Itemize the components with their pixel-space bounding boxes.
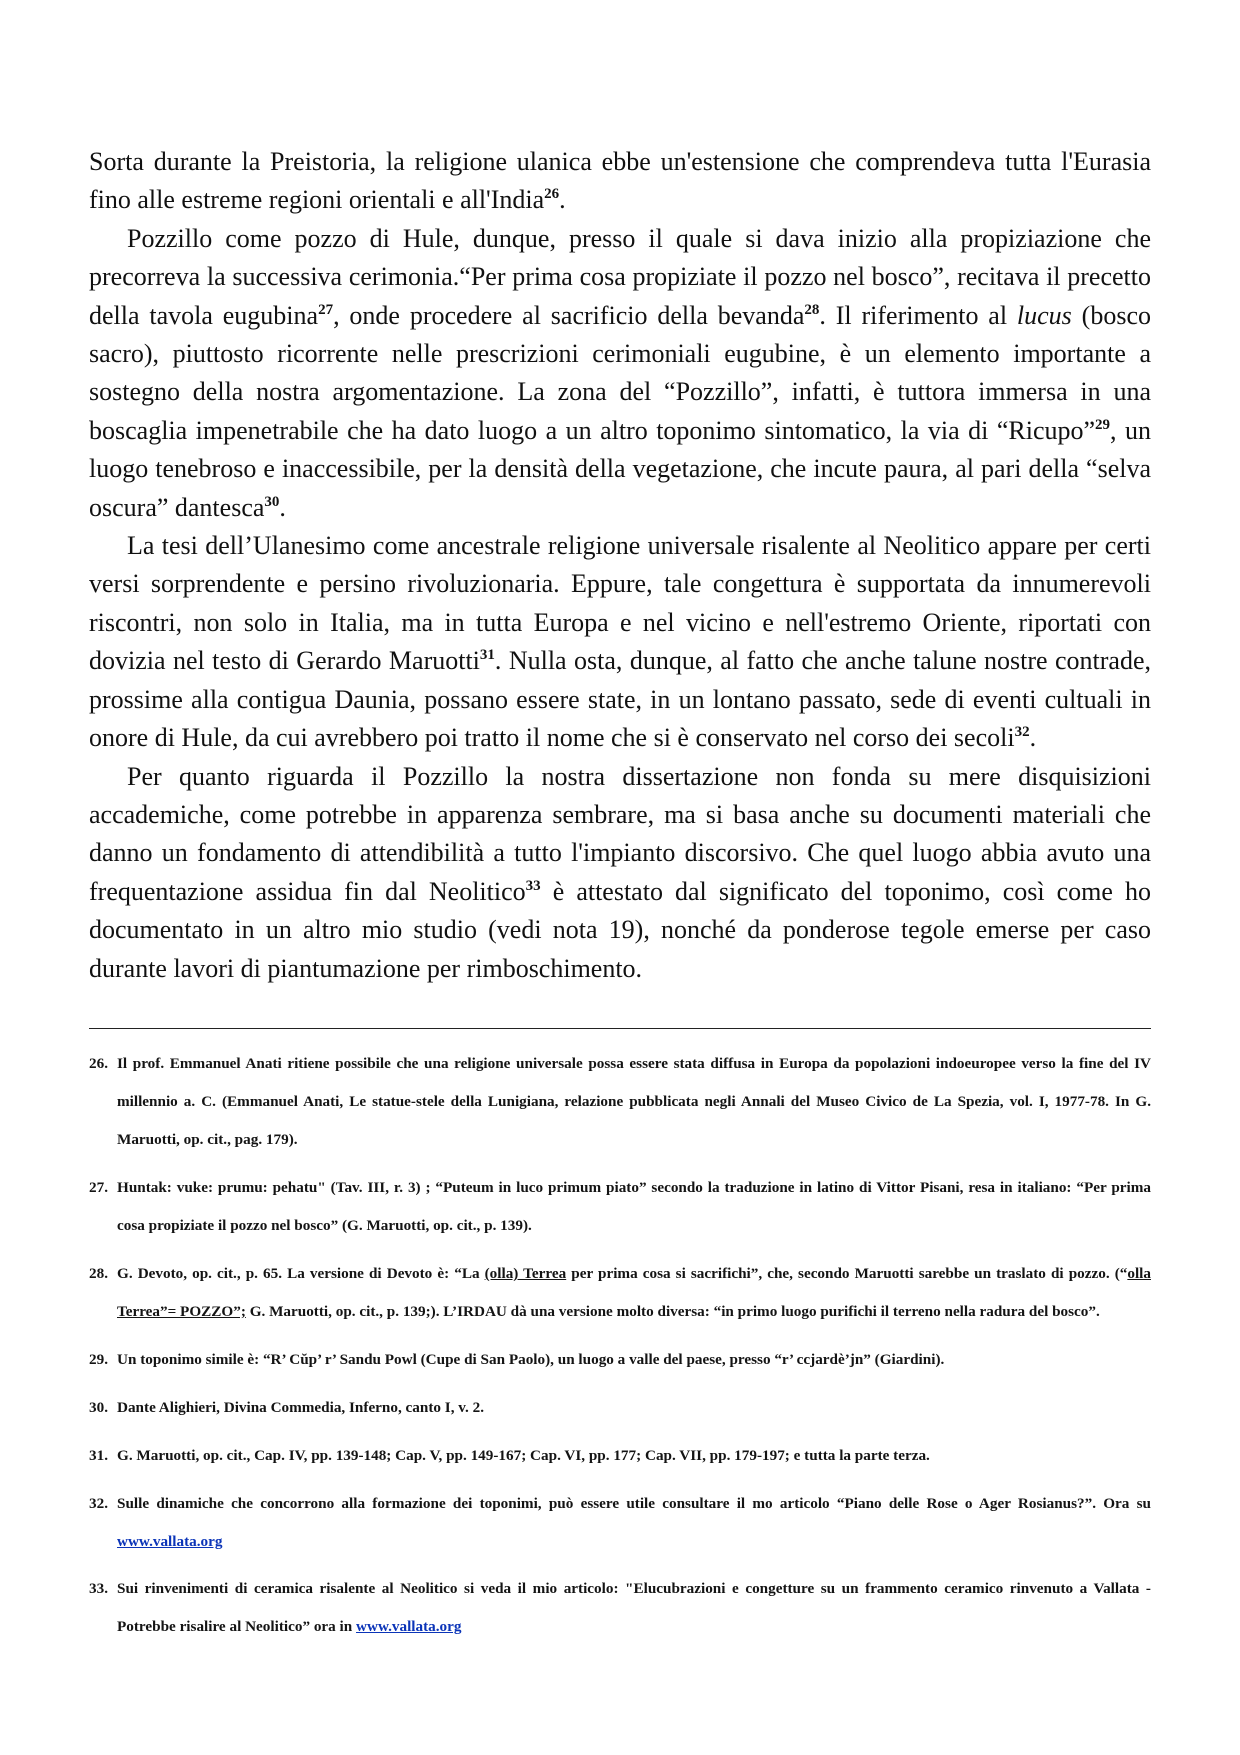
footnote-reference: 32	[1014, 724, 1030, 741]
footnote-reference: 29	[1095, 416, 1111, 433]
website-link[interactable]: www.vallata.org	[356, 1617, 462, 1635]
underlined-text: (olla) Terrea	[484, 1265, 567, 1282]
text-run: Huntak: vuke: prumu: pehatu" (Tav. III, r. 3) ; “Puteum in luco primum piato” secondo la traduzione in latino di Vittor Pisani, resa in italiano: “Per prima cosa propiziate il pozzo nel bosco” (G. Maruotti, op. cit., p. 139).	[117, 1179, 1151, 1234]
text-run: Sulle dinamiche che concorrono alla formazione dei toponimi, può essere utile consultare il mo articolo “Piano delle Rose o Ager Rosianus?”. Ora su	[117, 1495, 1151, 1512]
footnote-number: 27.	[89, 1179, 108, 1196]
footnote-reference: 28	[804, 301, 820, 318]
footnote-32	[89, 1485, 1151, 1560]
footnotes	[89, 1045, 1151, 1655]
website-link[interactable]: www.vallata.org	[117, 1532, 223, 1550]
paragraph-2	[89, 220, 1151, 527]
footnote-number: 30.	[89, 1399, 108, 1416]
footnote-number: 29.	[89, 1351, 108, 1368]
text-run: per prima cosa si sacrifichi”, che, secondo Maruotti sarebbe un traslato di pozzo. (“	[566, 1265, 1128, 1282]
footnote-reference: 31	[479, 647, 495, 664]
footnote-text	[117, 1485, 1151, 1560]
footnote-31	[89, 1437, 1151, 1475]
footnote-number: 26.	[89, 1055, 108, 1072]
text-run: Pozzillo come pozzo di Hule, dunque, presso il quale si dava inizio alla propiziazione che precorreva la successiva cerimonia.“Per prima cosa propiziate il pozzo nel bosco”, recitava il precetto della tavola eugubina	[89, 223, 1151, 330]
footnote-text	[117, 1045, 1151, 1159]
footnote-divider	[89, 1028, 1151, 1029]
paragraph-3	[89, 527, 1151, 757]
footnote-29	[89, 1341, 1151, 1379]
text-run: .	[559, 185, 566, 215]
text-run: Sui rinvenimenti di ceramica risalente al Neolitico si veda il mio articolo: "Elucubrazioni e congetture su un frammento ceramico rinvenuto a Vallata - Potrebbe risalire al Neolitico” ora in	[117, 1580, 1151, 1635]
footnote-reference: 27	[318, 301, 334, 318]
text-run: Dante Alighieri, Divina Commedia, Inferno, canto I, v. 2.	[117, 1399, 485, 1416]
footnote-reference: 26	[544, 186, 560, 203]
footnote-number: 32.	[89, 1495, 108, 1512]
text-run: (bosco sacro), piuttosto ricorrente nelle prescrizioni cerimoniali eugubine, è un elemento importante a sostegno della nostra argomentazione. La zona del “Pozzillo”, infatti, è tuttora immersa in una boscaglia impenetrabile che ha dato luogo a un altro toponimo sintomatico, la via di “Ricupo”	[89, 300, 1151, 445]
footnote-text	[117, 1255, 1151, 1331]
footnote-number: 28.	[89, 1265, 108, 1282]
text-run: , onde procedere al sacrificio della bevanda	[333, 300, 805, 330]
footnote-reference: 30	[264, 493, 280, 510]
text-run: Sorta durante la Preistoria, la religione ulanica ebbe un'estensione che comprendeva tutta l'Eurasia fino alle estreme regioni orientali e all'India	[89, 147, 1151, 215]
text-run: , un luogo tenebroso e inaccessibile, per la densità della vegetazione, che incute paura, al pari della “selva oscura” dantesca	[89, 415, 1152, 522]
footnote-number: 33.	[89, 1580, 108, 1597]
text-run: .	[1029, 723, 1037, 753]
text-run: . Il riferimento al	[819, 300, 1017, 330]
footnote-text	[117, 1389, 1151, 1427]
paragraph-1	[89, 143, 1151, 220]
footnote-text	[117, 1341, 1151, 1379]
footnote-27	[89, 1169, 1151, 1245]
footnote-text	[117, 1437, 1151, 1475]
footnote-28	[89, 1255, 1151, 1331]
footnote-reference: 33	[525, 877, 541, 894]
text-run: G. Maruotti, op. cit., p. 139;). L’IRDAU dà una versione molto diversa: “in primo luogo purifichi il terreno nella radura del bosco”.	[245, 1303, 1100, 1320]
footnote-33	[89, 1570, 1151, 1645]
text-run: è attestato dal significato del toponimo, così come ho documentato in un altro mio studio (vedi nota 19), nonché da ponderose tegole emerse per caso durante lavori di piantumazione per rimboschimento.	[89, 876, 1152, 983]
text-run: . Nulla osta, dunque, al fatto che anche talune nostre contrade, prossime alla contigua Daunia, possano essere state, in un lontano passato, sede di eventi cultuali in onore di Hule, da cui avrebbero poi tratto il nome che si è conservato nel corso dei secoli	[89, 646, 1151, 753]
body-text	[89, 143, 1151, 988]
text-run: La tesi dell’Ulanesimo come ancestrale religione universale risalente al Neolitico appare per certi versi sorprendente e persino rivoluzionaria. Eppure, tale congettura è supportata da innumerevoli riscontri, non solo in Italia, ma in tutta Europa e nel vicino e nell'estremo Oriente, riportati con dovizia nel testo di Gerardo Maruotti	[89, 531, 1151, 676]
text-run: Il prof. Emmanuel Anati ritiene possibile che una religione universale possa essere stata diffusa in Europa da popolazioni indoeuropee verso la fine del IV millennio a. C. (Emmanuel Anati, Le statue-stele della Lunigiana, relazione pubblicata negli Annali del Museo Civico de La Spezia, vol. I, 1977-78. In G. Maruotti, op. cit., pag. 179).	[117, 1055, 1151, 1148]
italic-term: lucus	[1016, 300, 1072, 330]
footnote-text	[117, 1570, 1151, 1645]
footnote-text	[117, 1169, 1151, 1245]
text-run: G. Maruotti, op. cit., Cap. IV, pp. 139-148; Cap. V, pp. 149-167; Cap. VI, pp. 177; Cap. VII, pp. 179-197; e tutta la parte terza.	[117, 1447, 930, 1464]
footnote-number: 31.	[89, 1447, 108, 1464]
underlined-text: olla Terrea”= POZZO”;	[117, 1265, 1151, 1320]
text-run: Un toponimo simile è: “R’ Cŭp’ r’ Sandu Powl (Cupe di San Paolo), un luogo a valle del paese, presso “r’ ccjardè’jn” (Giardini).	[117, 1351, 945, 1368]
text-run: .	[279, 492, 286, 522]
footnote-26	[89, 1045, 1151, 1159]
text-run: Per quanto riguarda il Pozzillo la nostra dissertazione non fonda su mere disquisizioni accademiche, come potrebbe in apparenza sembrare, ma si basa anche su documenti materiali che danno un fondamento di attendibilità a tutto l'impianto discorsivo. Che quel luogo abbia avuto una frequentazione assidua fin dal Neolitico	[89, 761, 1151, 906]
footnote-30	[89, 1389, 1151, 1427]
text-run: G. Devoto, op. cit., p. 65. La versione di Devoto è: “La	[117, 1265, 485, 1282]
paragraph-4	[89, 758, 1151, 988]
